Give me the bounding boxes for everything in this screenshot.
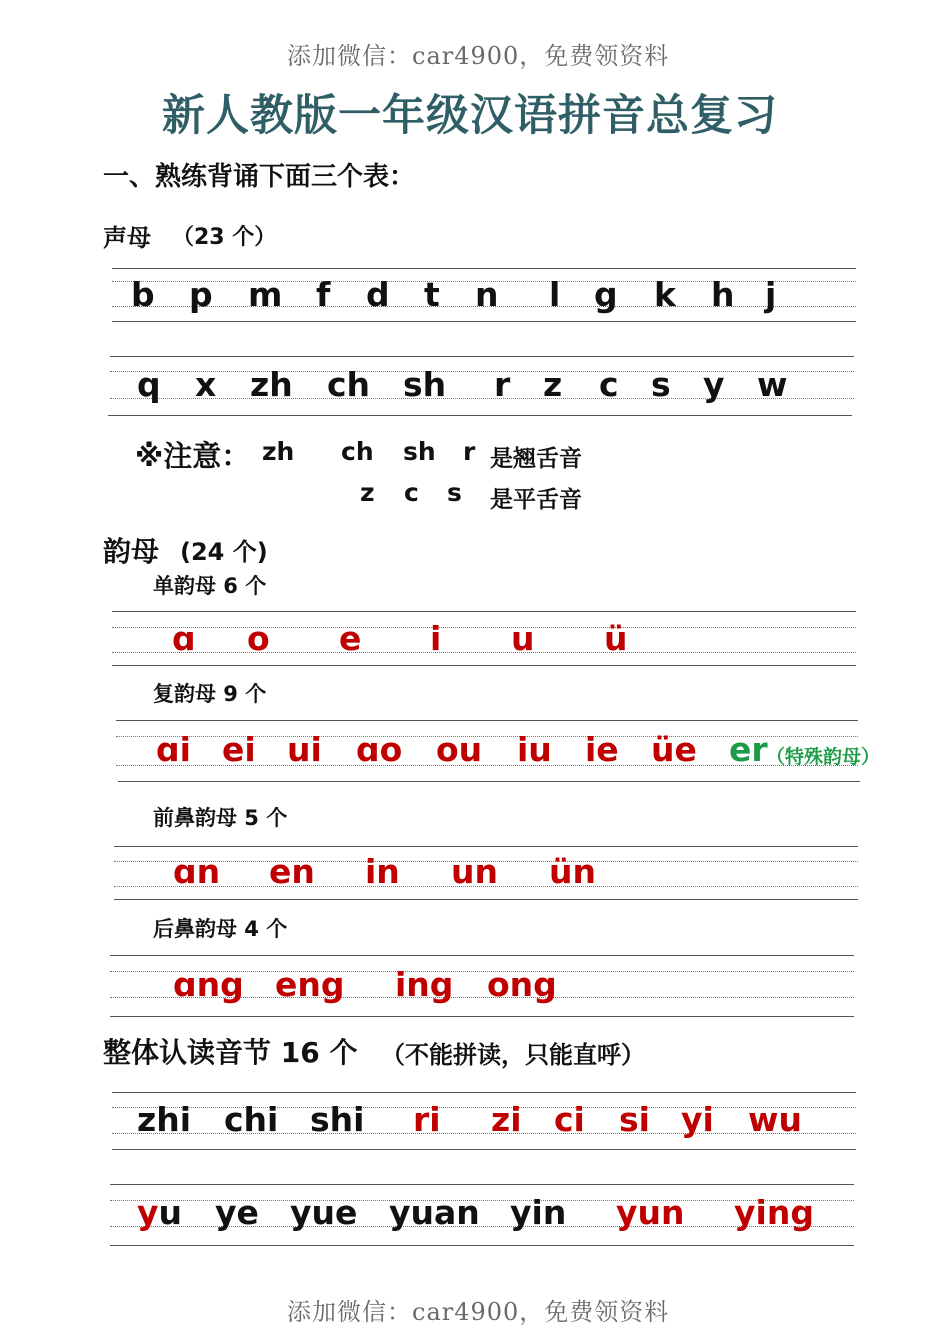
fu-ai: ɑi — [156, 730, 191, 769]
shengmu-k: k — [654, 275, 676, 314]
note-r: r — [463, 437, 476, 466]
zt-yue: yue — [290, 1193, 358, 1232]
dan-o: o — [247, 619, 270, 658]
zt-ci: ci — [554, 1100, 585, 1139]
zt-ri: ri — [413, 1100, 441, 1139]
zhengti-label: 整体认读音节 16 个 — [103, 1036, 358, 1069]
fu-ie: ie — [585, 730, 619, 769]
qian-in: in — [365, 852, 400, 891]
qian-en: en — [269, 852, 315, 891]
qian-an: ɑn — [173, 852, 221, 891]
shengmu-j: j — [765, 275, 777, 314]
note-sh: sh — [403, 437, 436, 466]
shengmu-ch: ch — [327, 365, 371, 404]
fu-yunmu-label: 复韵母 9 个 — [153, 682, 267, 706]
shengmu-d: d — [366, 275, 390, 314]
shengmu-g: g — [594, 275, 618, 314]
zt-si: si — [619, 1100, 650, 1139]
dan-v: ü — [604, 619, 628, 658]
zhengti-note: （不能拼读，只能直呼） — [381, 1041, 645, 1069]
shengmu-count: （23 个） — [172, 225, 277, 250]
dan-u: u — [511, 619, 535, 658]
zt-wu: wu — [748, 1100, 802, 1139]
shengmu-f: f — [316, 275, 331, 314]
note-retroflex-label: 是翘舌音 — [490, 446, 582, 472]
note-c: c — [404, 478, 419, 507]
note-z: z — [360, 478, 375, 507]
zt-zi: zi — [491, 1100, 522, 1139]
fu-ve: üe — [651, 730, 697, 769]
dan-yunmu-label: 单韵母 6 个 — [153, 574, 267, 598]
zt-chi: chi — [224, 1100, 279, 1139]
hou-ang: ɑng — [173, 965, 244, 1004]
shengmu-s: s — [651, 365, 671, 404]
zt-yin: yin — [510, 1193, 567, 1232]
section-heading: 一、熟练背诵下面三个表： — [103, 162, 416, 192]
fu-ui: ui — [287, 730, 322, 769]
dan-i: i — [430, 619, 442, 658]
zt-yuan: yuan — [389, 1193, 480, 1232]
hou-eng: eng — [275, 965, 345, 1004]
hou-ing: ing — [395, 965, 454, 1004]
zt-yi: yi — [681, 1100, 714, 1139]
note-ch: ch — [341, 437, 374, 466]
shengmu-label: 声母 — [103, 224, 151, 252]
fu-ao: ɑo — [356, 730, 403, 769]
shengmu-l: l — [549, 275, 561, 314]
qian-un: un — [451, 852, 498, 891]
shengmu-zh: zh — [250, 365, 293, 404]
zt-yun: yun — [616, 1193, 685, 1232]
shengmu-b: b — [131, 275, 155, 314]
watermark-top: 添加微信：car4900，免费领资料 — [287, 42, 670, 70]
dan-e: e — [339, 619, 362, 658]
shengmu-t: t — [424, 275, 440, 314]
note-s: s — [447, 478, 462, 507]
shengmu-sh: sh — [403, 365, 447, 404]
shengmu-m: m — [248, 275, 283, 314]
shengmu-c: c — [599, 365, 619, 404]
zt-zhi: zhi — [137, 1100, 192, 1139]
zt-ye: ye — [215, 1193, 259, 1232]
fu-er: er — [729, 730, 768, 769]
page-title: 新人教版一年级汉语拼音总复习 — [162, 91, 778, 141]
hou-yunmu-label: 后鼻韵母 4 个 — [153, 917, 288, 941]
shengmu-z: z — [543, 365, 563, 404]
shengmu-x: x — [195, 365, 217, 404]
qian-yunmu-label: 前鼻韵母 5 个 — [153, 806, 288, 830]
watermark-bottom: 添加微信：car4900，免费领资料 — [287, 1298, 670, 1326]
shengmu-w: w — [757, 365, 788, 404]
shengmu-n: n — [475, 275, 499, 314]
zt-ying: ying — [734, 1193, 814, 1232]
note-flat-label: 是平舌音 — [490, 487, 582, 513]
zt-shi: shi — [310, 1100, 365, 1139]
fu-iu: iu — [517, 730, 552, 769]
note-zh: zh — [262, 437, 295, 466]
note-prefix: ※注意： — [135, 439, 251, 473]
zt-yu-y: y — [137, 1193, 159, 1232]
zt-yu — [137, 1193, 182, 1232]
dan-a: ɑ — [172, 619, 196, 658]
shengmu-y: y — [703, 365, 725, 404]
hou-ong: ong — [487, 965, 557, 1004]
fu-ei: ei — [222, 730, 256, 769]
yunmu-label: 韵母 — [103, 535, 160, 568]
shengmu-h: h — [711, 275, 735, 314]
qian-vn: ün — [549, 852, 596, 891]
fu-ou: ou — [436, 730, 483, 769]
fu-er-note: （特殊韵母） — [766, 746, 881, 768]
yunmu-count: (24 个) — [180, 538, 268, 566]
zt-yu-u: u — [158, 1193, 183, 1232]
shengmu-p: p — [189, 275, 213, 314]
shengmu-q: q — [137, 365, 161, 404]
shengmu-r: r — [494, 365, 511, 404]
